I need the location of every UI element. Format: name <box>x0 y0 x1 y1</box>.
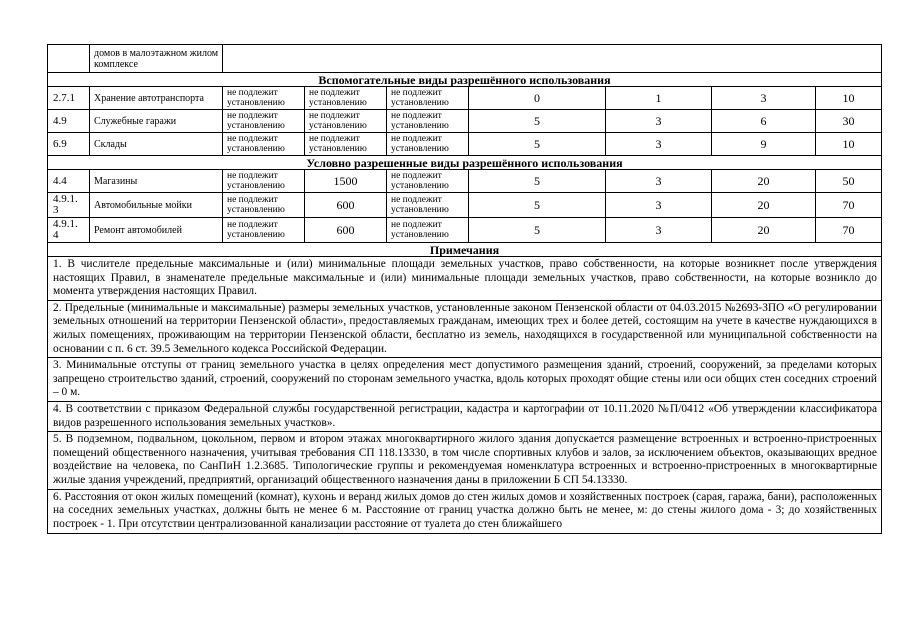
max-area-cell: не подлежит установлению <box>305 110 387 133</box>
value-cell: 3 <box>606 193 712 218</box>
note-row <box>48 401 882 431</box>
param-cell: не подлежит установлению <box>387 87 469 110</box>
note-5: 5. В подземном, подвальном, цокольном, первом и втором этажах многоквартирного жилого здания допускается размещение встроенных и встроенно-пристроенных помещений общественного назначения, учитывая требования СП 118.13330, в том числе спортивных клубов и залов, за исключением объектов, оказывающих вредное воздействие на человека, по СанПиН 1.2.3685. Типологические группы и рекомендуемая номенклатура встроенных и встроенно-пристроенных в многоквартирные жилые здания учреждений, предприятий, организаций общественного назначения даны в приложении Б СП 54.13330. <box>48 432 882 489</box>
table-row <box>48 110 882 133</box>
use-name-cell: Магазины <box>90 170 223 193</box>
value-cell: 5 <box>469 218 606 243</box>
value-cell: 1 <box>606 87 712 110</box>
code-line: 4.9.1. <box>53 193 78 205</box>
use-name-cell: Служебные гаражи <box>90 110 223 133</box>
value-cell: 5 <box>469 133 606 156</box>
section-title-conditional: Условно разрешенные виды разрешённого использования <box>48 156 882 170</box>
min-area-cell: не подлежит установлению <box>223 170 305 193</box>
section-header-row <box>48 73 882 87</box>
table-row <box>48 218 882 243</box>
note-6: 6. Расстояния от окон жилых помещений (комнат), кухонь и веранд жилых домов до стен жилых домов и хозяйственных построек (сарая, гаража, бани), расположенных на соседних земельных участках, должны быть не менее 6 м. Расстояние от границ участка должно быть не менее, м: до стены жилого дома - 3; до хозяйственных построек - 1. При отсутствии централизованной канализации расстояние от туалета до стен ближайшего <box>53 490 877 530</box>
table-row <box>48 45 882 73</box>
code-cell: 4.9 <box>48 110 90 133</box>
value-cell: 3 <box>606 133 712 156</box>
value-cell: 6 <box>712 110 816 133</box>
value-cell: 10 <box>816 133 882 156</box>
code-cell: 2.7.1 <box>48 87 90 110</box>
note-2: 2. Предельные (минимальные и максимальные) размеры земельных участков, установленные законом Пензенской области от 04.03.2015 №2693-ЗПО «О регулировании земельных отношений на территории Пензенской области», предоставляемых гражданам, имеющих трех и более детей, состоящим на учете в качестве нуждающихся в жилых помещениях, проживающим на территории Пензенской области, бесплатно из земель, находящихся в государственной или муниципальной собственности на основании с п. 6 ст. 39.5 Земельного кодекса Российской Федерации. <box>48 300 882 357</box>
value-cell: 3 <box>606 170 712 193</box>
max-area-cell: 600 <box>305 193 387 218</box>
param-cell: не подлежит установлению <box>387 133 469 156</box>
table-row <box>48 193 882 218</box>
code-cell <box>48 218 90 243</box>
value-cell: 5 <box>469 110 606 133</box>
code-cell: 6.9 <box>48 133 90 156</box>
regulations-table <box>47 44 882 534</box>
value-cell: 3 <box>712 87 816 110</box>
value-cell: 20 <box>712 170 816 193</box>
value-cell: 5 <box>469 170 606 193</box>
value-cell: 10 <box>816 87 882 110</box>
note-row <box>48 489 882 533</box>
note-3: 3. Минимальные отступы от границ земельного участка в целях определения мест допустимого размещения зданий, строений, сооружений, за пределами которых запрещено строительство зданий, строений, сооружений по сторонам земельного участка, вдоль которых проходят общие стены или оси общих стен соседних строений – 0 м. <box>48 358 882 402</box>
value-cell: 5 <box>469 193 606 218</box>
use-name-cell: Автомобильные мойки <box>90 193 223 218</box>
note-row <box>48 432 882 489</box>
code-cell <box>48 193 90 218</box>
table-row <box>48 87 882 110</box>
value-cell: 20 <box>712 193 816 218</box>
min-area-cell: не подлежит установлению <box>223 133 305 156</box>
note-row <box>48 257 882 301</box>
code-cell: 4.4 <box>48 170 90 193</box>
code-line: 4.9.1. <box>53 218 78 230</box>
use-name-cell: домов в малоэтажном жилом комплексе <box>90 45 223 73</box>
value-cell: 50 <box>816 170 882 193</box>
max-area-cell: не подлежит установлению <box>305 87 387 110</box>
value-cell: 20 <box>712 218 816 243</box>
use-name-cell: Склады <box>90 133 223 156</box>
note-1: 1. В числителе предельные максимальные и (или) минимальные площади земельных участков, право собственности, на которые возникнет после утверждения настоящих Правил, в знаменателе предельные максимальные и (или) минимальные площади земельных участков, право собственности, на которые возникло до момента утверждения настоящих Правил. <box>48 257 882 301</box>
notes-header-row <box>48 243 882 257</box>
land-use-regulations-table <box>47 44 881 534</box>
min-area-cell: не подлежит установлению <box>223 87 305 110</box>
param-cell: не подлежит установлению <box>387 218 469 243</box>
table-row <box>48 133 882 156</box>
notes-title: Примечания <box>48 243 882 257</box>
value-cell: 70 <box>816 218 882 243</box>
min-area-cell: не подлежит установлению <box>223 218 305 243</box>
empty-merged-cell <box>223 45 882 73</box>
note-4: 4. В соответствии с приказом Федеральной службы государственной регистрации, кадастра и картографии от 10.11.2020 №П/0412 «Об утверждении классификатора видов разрешенного использования земельных участков». <box>48 401 882 431</box>
param-cell: не подлежит установлению <box>387 170 469 193</box>
max-area-cell: 600 <box>305 218 387 243</box>
code-line: 4 <box>53 229 59 241</box>
min-area-cell: не подлежит установлению <box>223 193 305 218</box>
value-cell: 0 <box>469 87 606 110</box>
code-cell <box>48 45 90 73</box>
max-area-cell: не подлежит установлению <box>305 133 387 156</box>
use-name-cell: Ремонт автомобилей <box>90 218 223 243</box>
note-6-cell <box>48 489 882 533</box>
param-cell: не подлежит установлению <box>387 110 469 133</box>
code-line: 3 <box>53 204 59 216</box>
value-cell: 70 <box>816 193 882 218</box>
section-header-row <box>48 156 882 170</box>
min-area-cell: не подлежит установлению <box>223 110 305 133</box>
table-row <box>48 170 882 193</box>
use-name-cell: Хранение автотранспорта <box>90 87 223 110</box>
note-row <box>48 300 882 357</box>
value-cell: 3 <box>606 110 712 133</box>
param-cell: не подлежит установлению <box>387 193 469 218</box>
section-title-auxiliary: Вспомогательные виды разрешённого использования <box>48 73 882 87</box>
value-cell: 3 <box>606 218 712 243</box>
value-cell: 9 <box>712 133 816 156</box>
note-row <box>48 358 882 402</box>
value-cell: 30 <box>816 110 882 133</box>
max-area-cell: 1500 <box>305 170 387 193</box>
